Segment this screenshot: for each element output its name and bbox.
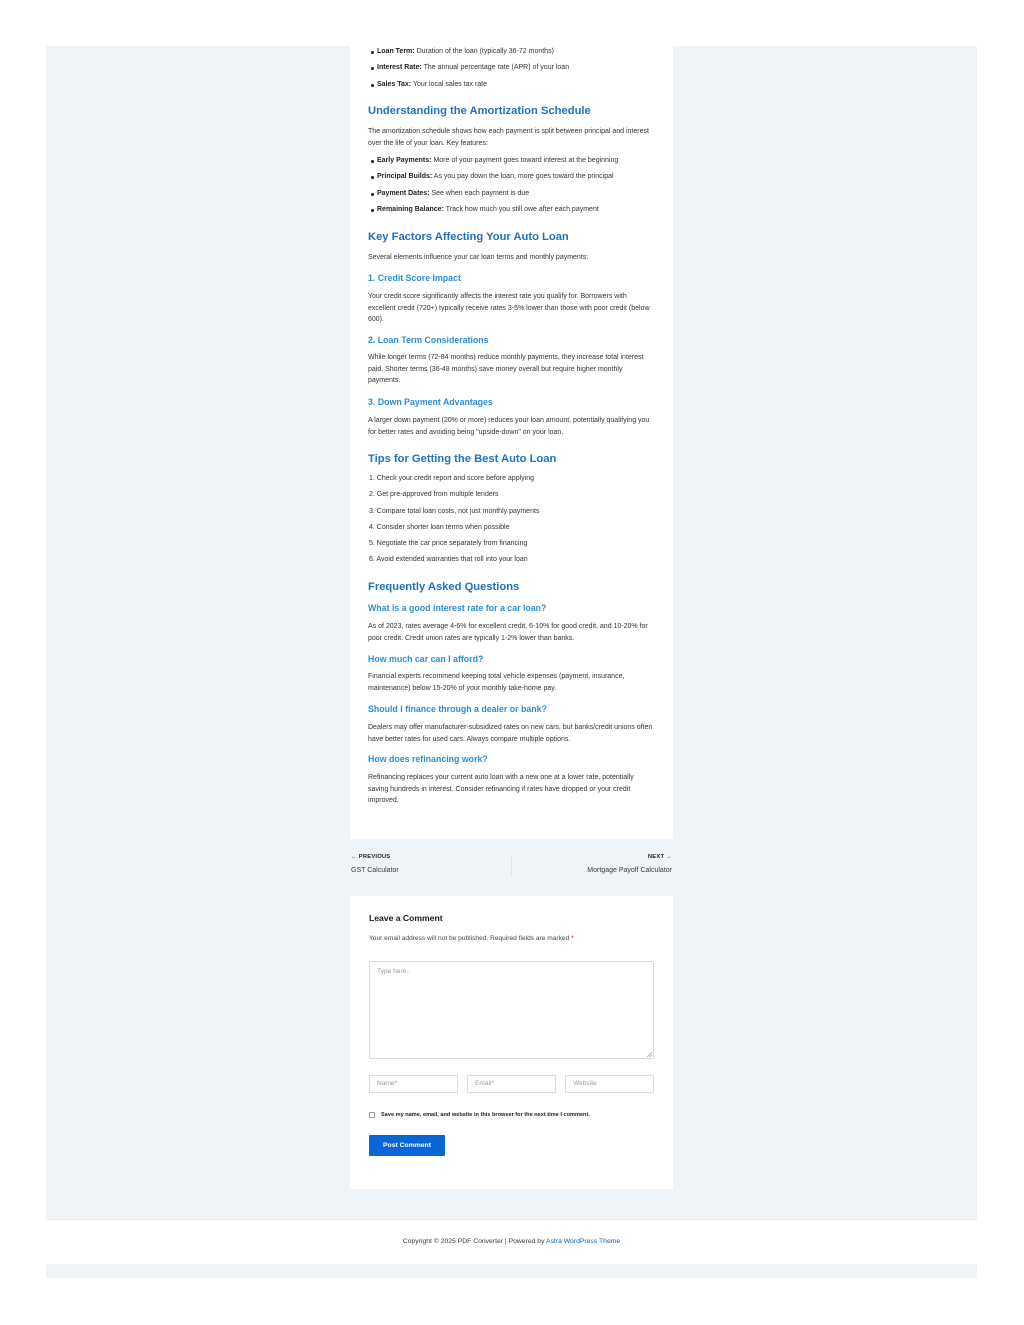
required-mark: * [571, 935, 574, 942]
website-field[interactable]: Website [565, 1075, 654, 1093]
credit-score-text: Your credit score significantly affects the interest rate you qualify for. Borrowers with excellent credit (720+) typically receive rates 3-5% lower than those with poor credit (below 600). [368, 293, 650, 324]
list-item: 4. Consider shorter loan terms when possible [369, 523, 510, 531]
previous-post-label[interactable]: ← PREVIOUS [351, 854, 391, 860]
list-item: Loan Term: Duration of the loan (typically 36-72 months) [377, 47, 655, 63]
loan-term-text: While longer terms (72-84 months) reduce monthly payments, they increase total interest paid. Shorter terms (36-48 months) save money overall but require higher monthly payments. [368, 354, 644, 385]
comment-placeholder: Type here.. [377, 968, 410, 975]
save-info-checkbox[interactable] [369, 1112, 375, 1118]
list-item: 6. Avoid extended warranties that roll into your loan [369, 556, 528, 564]
list-item: Payment Dates: See when each payment is due [377, 189, 655, 205]
amortization-text: The amortization schedule shows how each payment is split between principal and interest over the life of your loan. Key features: [368, 128, 649, 147]
comment-notes: Your email address will not be published. Required fields are marked * [369, 935, 574, 942]
comment-textarea[interactable] [369, 961, 654, 1059]
faq-question: What is a good interest rate for a car loan? [368, 603, 547, 613]
post-comment-button[interactable]: Post Comment [369, 1135, 445, 1156]
email-field[interactable]: Email* [467, 1075, 556, 1093]
loan-term-heading: 2. Loan Term Considerations [368, 335, 489, 345]
faq-answer: Refinancing replaces your current auto loan with a new one at a lower rate, potentially saving hundreds in interest. Consider refinancing if rates have dropped or your credit improved. [368, 774, 634, 805]
list-item: Principal Builds: As you pay down the loan, more goes toward the principal [377, 172, 655, 188]
factors-heading: Key Factors Affecting Your Auto Loan [368, 231, 569, 243]
faq-answer: As of 2023, rates average 4-6% for excellent credit, 6-10% for good credit, and 10-20% for poor credit. Credit union rates are typically 1-2% lower than banks. [368, 623, 648, 642]
faq-question: How does refinancing work? [368, 754, 488, 764]
faq-question: Should I finance through a dealer or bank? [368, 704, 547, 714]
list-item: 2. Get pre-approved from multiple lenders [369, 491, 499, 499]
amortization-heading: Understanding the Amortization Schedule [368, 105, 591, 117]
faq-heading: Frequently Asked Questions [368, 581, 520, 593]
faq-question: How much car can I afford? [368, 654, 484, 664]
save-info-label[interactable]: Save my name, email, and website in this browser for the next time I comment. [381, 1112, 590, 1118]
credit-score-heading: 1. Credit Score Impact [368, 273, 461, 283]
astra-theme-link[interactable]: Astra WordPress Theme [546, 1238, 621, 1245]
list-item: Interest Rate: The annual percentage rate (APR) of your loan [377, 63, 655, 79]
list-item: Sales Tax: Your local sales tax rate [377, 80, 655, 96]
faq-answer: Dealers may offer manufacturer-subsidized rates on new cars, but banks/credit unions often have better rates for used cars. Always compare multiple options. [368, 724, 653, 743]
comment-form [350, 896, 673, 1189]
down-payment-text: A larger down payment (20% or more) reduces your loan amount, potentially qualifying you for better rates and avoiding being "upside-down" on your loan. [368, 417, 650, 436]
factors-text: Several elements influence your car loan terms and monthly payments: [368, 254, 589, 261]
post-navigation [350, 852, 673, 882]
list-item: 5. Negotiate the car price separately from financing [369, 540, 528, 547]
previous-post-link[interactable]: GST Calculator [351, 867, 399, 874]
next-post-label[interactable]: NEXT → [647, 854, 672, 860]
list-item: 3. Compare total loan costs, not just monthly payments [369, 507, 540, 515]
amortization-list [368, 156, 655, 221]
comment-form-title: Leave a Comment [369, 913, 443, 923]
article-content [350, 46, 673, 839]
tips-list [368, 474, 655, 572]
next-post-link[interactable]: Mortgage Payoff Calculator [587, 867, 672, 874]
nav-divider [511, 856, 512, 876]
name-field[interactable]: Name* [369, 1075, 458, 1093]
tips-heading: Tips for Getting the Best Auto Loan [368, 453, 557, 465]
list-item: 1. Check your credit report and score before applying [369, 475, 534, 482]
down-payment-heading: 3. Down Payment Advantages [368, 397, 493, 407]
resize-handle-icon[interactable] [647, 1052, 652, 1057]
list-item: Early Payments: More of your payment goes toward interest at the beginning [377, 156, 655, 172]
footer-copyright: Copyright © 2025 PDF Converter | Powered by Astra WordPress Theme [402, 1238, 621, 1245]
site-footer [46, 1219, 977, 1264]
loan-inputs-list [368, 47, 655, 96]
list-item: Remaining Balance: Track how much you still owe after each payment [377, 205, 655, 221]
faq-answer: Financial experts recommend keeping total vehicle expenses (payment, insurance, maintenance) below 15-20% of your monthly take-home pay. [368, 673, 625, 692]
